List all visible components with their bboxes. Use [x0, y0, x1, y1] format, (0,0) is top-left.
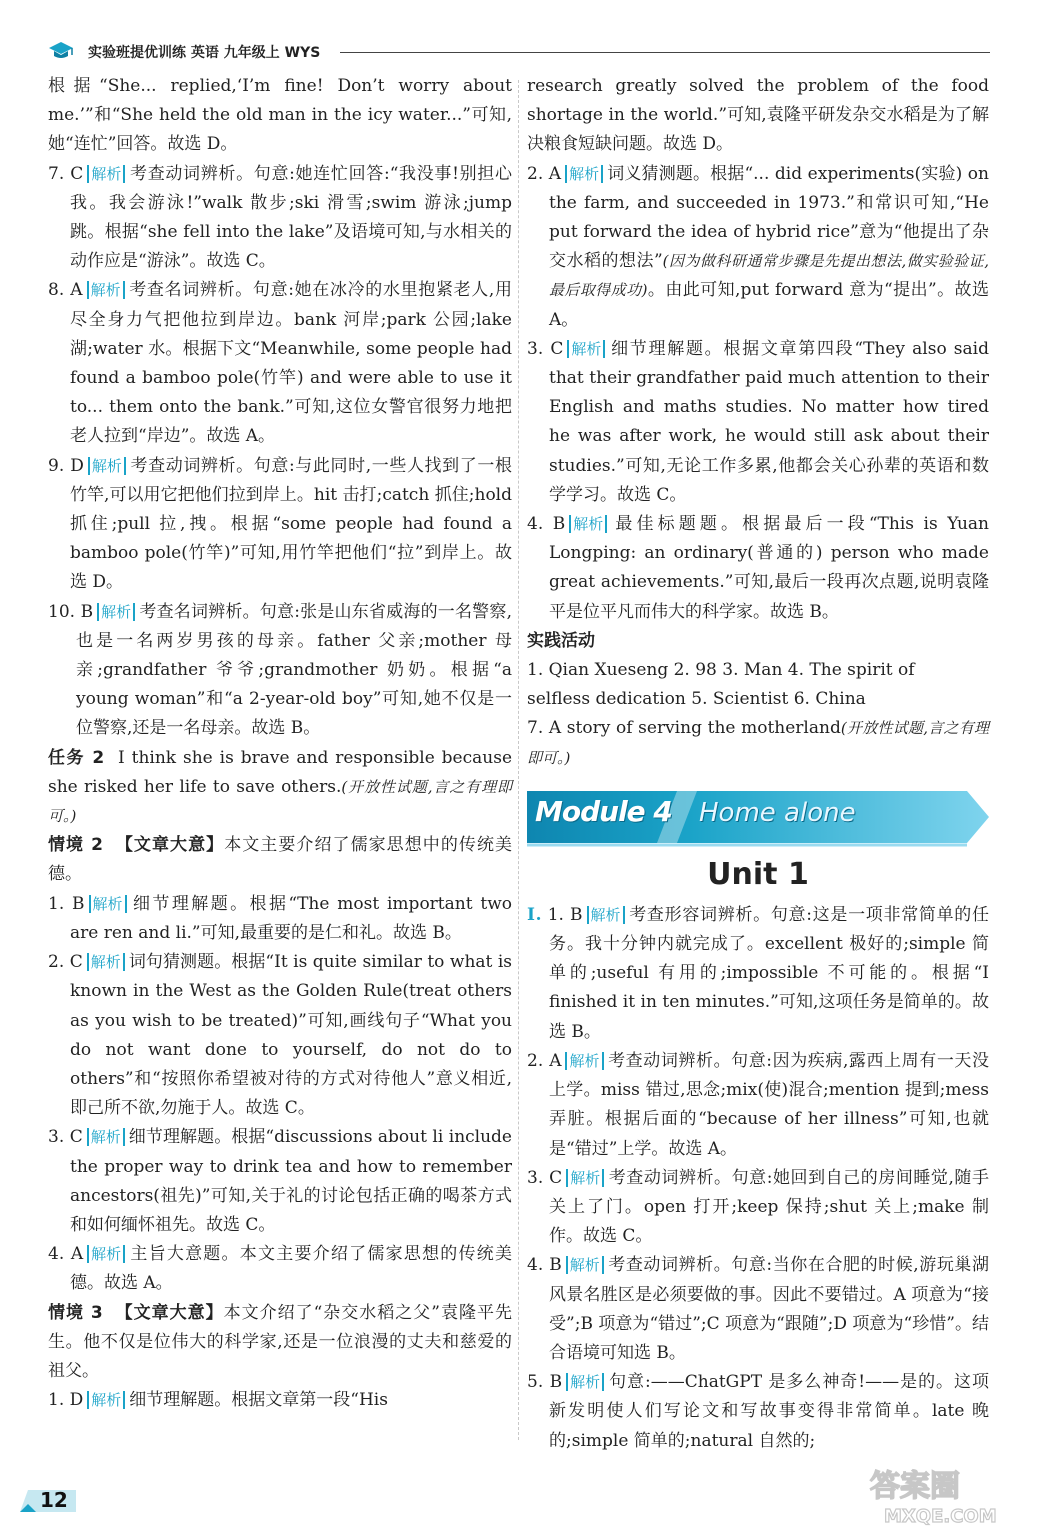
summary-tag: 【文章大意】	[115, 1302, 224, 1323]
s2-answer-3	[48, 1123, 512, 1240]
answer-text: 细节理解题。根据文章第四段“They also said that their grandfather paid much attention to their English and maths studies. No matter how tired he was after work, he would still ask about their studies.”可知,无论工作多累,他都会关心孙辈的英语和数学学习。故选 C。	[549, 338, 989, 505]
book-title: 实验班提优训练 英语 九年级上 WYS	[88, 45, 321, 61]
task-text: I think she is brave and responsible because she risked her life to save others.	[48, 747, 513, 797]
answer-note: (因为做科研通常步骤是先提出想法,做实验验证,最后取得成功)	[549, 252, 989, 300]
s3-answer-3	[527, 335, 989, 510]
graduation-cap-icon	[48, 40, 74, 62]
column-divider	[518, 80, 519, 1440]
answer-text: 考查动词辨析。句意:她连忙回答:“我没事!别担心我。我会游泳!”walk 散步;ski 滑雪;swim 游泳;jump 跳。根据“she fell into the lake”及语境可知,与水相关的动作应是“游泳”。故选 C。	[70, 163, 512, 272]
analysis-tag: 解析	[565, 165, 603, 183]
unit-answer-1	[527, 901, 989, 1047]
practice-title: 实践活动	[527, 630, 595, 651]
watermark-seal-icon	[866, 1462, 1026, 1528]
unit-title: Unit 1	[707, 856, 809, 892]
analysis-tag: 解析	[87, 1245, 125, 1263]
answer-number: 2. C	[48, 952, 83, 973]
answer-text: 考查动词辨析。句意:与此同时,一些人找到了一根竹竿,可以用它把他们拉到岸上。hit 击打;catch 抓住;hold 抓住;pull 拉,拽。根据“some people had found a bamboo pole(竹竿)”可知,用竹竿把他们“拉”到岸上。故选 D。	[70, 455, 512, 593]
practice-answers-row: selfless dedication 5. Scientist 6. China	[527, 689, 866, 710]
answer-text: 考查动词辨析。句意:因为疾病,露西上周有一天没上学。miss 错过,思念;mix(使)混合;mention 提到;mess 弄脏。根据后面的“because of her illness”可知,也就是“错过”上学。故选 A。	[549, 1050, 989, 1159]
analysis-tag: 解析	[88, 457, 126, 475]
answer-number: 9. D	[48, 455, 84, 476]
watermark-logo	[866, 1462, 1026, 1528]
answer-item-7	[48, 160, 512, 277]
unit-answer-4	[527, 1251, 989, 1368]
task-note: (开放性试题,言之有理即可。)	[48, 777, 512, 826]
analysis-tag: 解析	[569, 515, 607, 533]
answer-number: 8. A	[48, 280, 83, 301]
answer-number: 4. B	[527, 1255, 562, 1276]
practice-answers-row: 1. Qian Xueseng 2. 98 3. Man 4. The spirit of	[527, 660, 915, 681]
analysis-tag: 解析	[87, 165, 125, 183]
answer-text: 考查动词辨析。句意:当你在合肥的时候,游玩巢湖风景名胜区是必须要做的事。因此不要错过。A 项意为“接受”;B 项意为“错过”;C 项意为“跟随”;D 项意为“珍惜”。结合语境可知选 B。	[549, 1255, 989, 1363]
s2-answer-1	[48, 890, 512, 948]
situation-3	[48, 1299, 512, 1387]
answer-text: 细节理解题。根据“The most important two are ren and li.”可知,最重要的是仁和礼。故选 B。	[70, 893, 512, 943]
situation-label: 情境 3	[48, 1302, 103, 1323]
answer-number: 4. A	[48, 1244, 84, 1265]
answer-text: 细节理解题。根据文章第一段“His	[129, 1390, 388, 1411]
analysis-tag: 解析	[97, 603, 135, 621]
analysis-tag: 解析	[87, 281, 125, 299]
answer-number: 2. A	[527, 163, 562, 184]
svg-text:答案圈: 答案圈	[870, 1469, 960, 1504]
left-column	[48, 72, 512, 1415]
answer-text: 词句猜测题。根据“It is quite similar to what is known in the West as the Golden Rule(treat others as you wish to be treated)”可知,画线句子“What you do not want done to yourself, do not do to others”和“按照你希望被对待的方式对待他人”意义相近,即己所不欲,勿施于人。故选 C。	[70, 952, 512, 1119]
answer-number: 1. D	[48, 1390, 84, 1411]
answer-paragraph: 根据“She... replied,‘I’m fine! Don’t worry about me.’”和“She held the old man in the icy water...”可知,她“连忙”回答。故选 D。	[48, 76, 512, 155]
analysis-tag: 解析	[87, 1128, 125, 1146]
s2-answer-4	[48, 1240, 512, 1298]
answer-text: 考查形容词辨析。句意:这是一项非常简单的任务。我十分钟内就完成了。excellent 极好的;simple 简单的;useful 有用的;impossible 不可能的。根据“I finished it in ten minutes.”可知,这项任务是简单的。故选 B。	[549, 904, 989, 1042]
page-number-badge	[20, 1486, 80, 1516]
answer-text: 词义猜测题。根据“... did experiments(实验) on the farm, and succeeded in 1973.”和常识可知,“He put forward the idea of hybrid rice”意为“他提出了杂交水稻的想法”	[549, 163, 989, 272]
answer-number: 4. B	[527, 514, 566, 535]
module-number: Module 4	[535, 794, 672, 828]
right-column	[527, 72, 989, 1456]
analysis-tag: 解析	[87, 1391, 125, 1409]
page-header	[40, 38, 990, 64]
page-number: 12	[40, 1488, 68, 1512]
analysis-tag: 解析	[565, 1052, 603, 1070]
s3-answer-2	[527, 160, 989, 335]
task-label: 任务 2	[48, 747, 105, 768]
module-name: Home alone	[699, 797, 856, 828]
unit-answer-3	[527, 1164, 989, 1252]
answer-text: 考查名词辨析。句意:张是山东省威海的一名警察,也是一名两岁男孩的母亲。father 父亲;mother 母亲;grandfather 爷爷;grandmother 奶奶。根据“a young woman”和“a 2-year-old boy”可知,她不仅是一位警察,还是一名母亲。故选 B。	[76, 601, 512, 739]
s3-answer-1	[48, 1386, 512, 1415]
answer-item-9	[48, 452, 512, 598]
answer-number: 3. C	[527, 1167, 563, 1188]
answer-number: 1. B	[547, 904, 583, 925]
answer-paragraph: research greatly solved the problem of the food shortage in the world.”可知,袁隆平研发杂交水稻是为了解决粮食短缺问题。故选 D。	[527, 76, 989, 155]
situation-label: 情境 2	[48, 835, 103, 856]
answer-text: 考查动词辨析。句意:她回到自己的房间睡觉,随手关上了门。open 打开;keep 保持;shut 关上;make 制作。故选 C。	[549, 1167, 989, 1247]
analysis-tag: 解析	[566, 1169, 604, 1187]
answer-number: 10. B	[48, 601, 94, 622]
answer-number: 1. B	[48, 893, 85, 914]
unit-answer-2	[527, 1047, 989, 1164]
answer-number: 2. A	[527, 1050, 562, 1071]
svg-text:MXQE.COM: MXQE.COM	[884, 1506, 997, 1527]
task-2	[48, 744, 512, 832]
unit-answer-5	[527, 1368, 989, 1456]
answer-number: 7. C	[48, 163, 84, 184]
answer-number: 3. C	[48, 1127, 83, 1148]
summary-text: 本文主要介绍了儒家思想中的传统美德。	[48, 835, 513, 885]
s3-answer-4	[527, 510, 989, 627]
summary-tag: 【文章大意】	[115, 835, 225, 856]
practice-answer-7	[527, 714, 989, 772]
analysis-tag: 解析	[87, 953, 125, 971]
analysis-tag: 解析	[89, 895, 127, 913]
answer-number: 3. C	[527, 338, 564, 359]
analysis-tag: 解析	[566, 1256, 604, 1274]
analysis-tag: 解析	[566, 1373, 604, 1391]
answer-text: 细节理解题。根据“discussions about li include the proper way to drink tea and how to remember ancestors(祖先)”可知,关于礼的讨论包括正确的喝茶方式和如何缅怀祖先。故选 C。	[70, 1127, 512, 1235]
answer-text: 最佳标题题。根据最后一段“This is Yuan Longping: an ordinary(普通的) person who made great achievements.”可知,最后一段再次点题,说明袁隆平是位平凡而伟大的科学家。故选 B。	[549, 514, 989, 622]
summary-text: 本文介绍了“杂交水稻之父”袁隆平先生。他不仅是位伟大的科学家,还是一位浪漫的丈夫和慈爱的祖父。	[48, 1302, 513, 1381]
situation-2	[48, 831, 512, 889]
answer-item-8	[48, 276, 512, 451]
answer-text: 7. A story of serving the motherland	[527, 718, 841, 739]
answer-text: 。由此可知,put forward 意为“提出”。故选 A。	[549, 280, 989, 330]
analysis-tag: 解析	[567, 340, 605, 358]
header-rule	[340, 52, 990, 53]
answer-text: 主旨大意题。本文主要介绍了儒家思想的传统美德。故选 A。	[70, 1244, 513, 1294]
answer-note: (开放性试题,言之有理即可。)	[527, 719, 989, 767]
answer-text: 句意:——ChatGPT 是多么神奇!——是的。这项新发明使人们写论文和写故事变得非常简单。late 晚的;simple 简单的;natural 自然的;	[549, 1372, 989, 1451]
section-numeral: Ⅰ.	[527, 904, 542, 925]
module-banner	[527, 787, 989, 849]
s2-answer-2	[48, 948, 512, 1123]
answer-item-10	[48, 598, 512, 744]
analysis-tag: 解析	[587, 906, 625, 924]
answer-number: 5. B	[527, 1372, 563, 1393]
answer-text: 考查名词辨析。句意:她在冰冷的水里抱紧老人,用尽全身力气把他拉到岸边。bank 河岸;park 公园;lake 湖;water 水。根据下文“Meanwhile, some people had found a bamboo pole(竹竿) and were able to use it to... them onto the bank.”可知,这位女警官很努力地把老人拉到“岸边”。故选 A。	[70, 280, 512, 447]
